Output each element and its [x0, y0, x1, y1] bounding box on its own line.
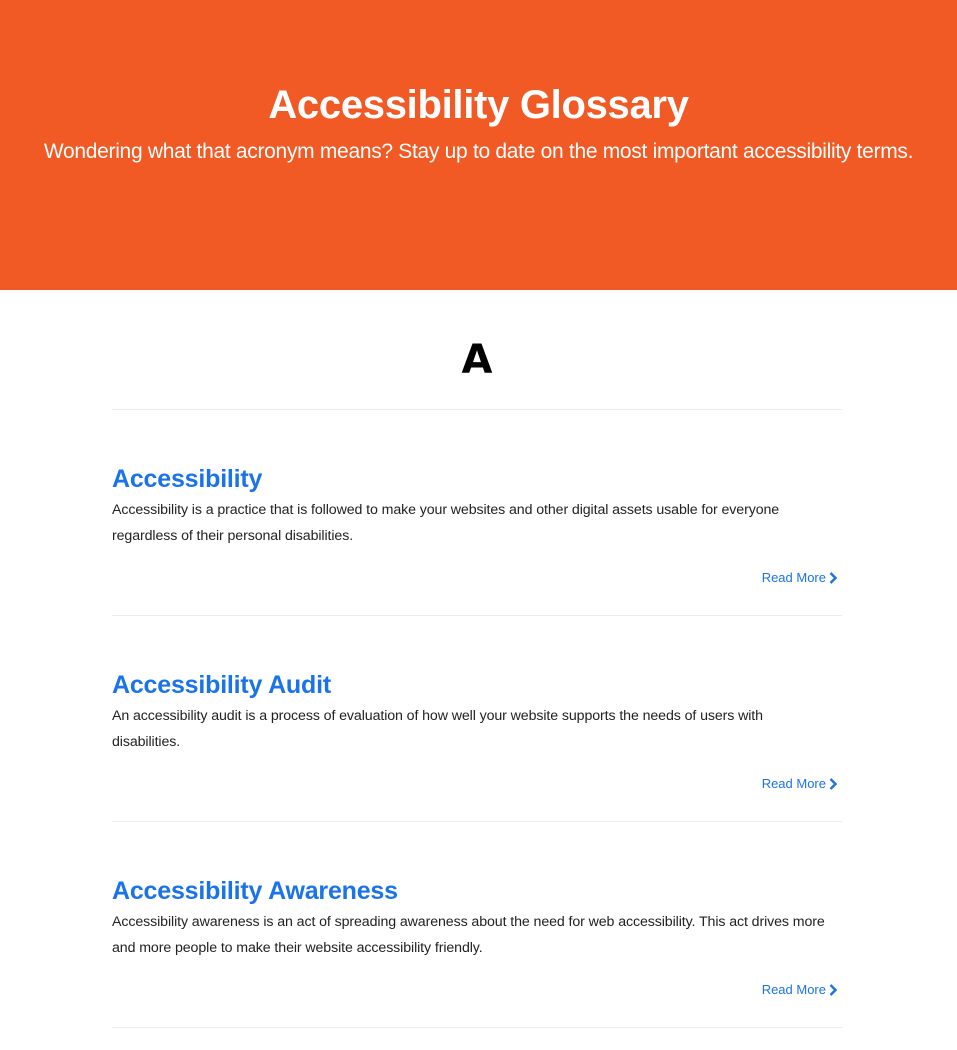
page-subtitle: Wondering what that acronym means? Stay up to date on the most important accessibility terms. — [43, 140, 914, 163]
chevron-right-icon — [829, 572, 837, 584]
entry-description: Accessibility is a practice that is followed to make your websites and other digital assets usable for everyone regardless of their personal disabilities. — [112, 502, 780, 544]
entry-title-link[interactable]: Accessibility Audit — [112, 671, 331, 699]
chevron-right-icon — [829, 984, 837, 996]
read-more-label: Read More — [761, 776, 826, 791]
page-title: Accessibility Glossary — [268, 83, 689, 127]
glossary-entry — [112, 410, 842, 616]
letter-section-heading: A — [112, 290, 842, 410]
read-more-link[interactable] — [762, 774, 837, 794]
read-more-label: Read More — [761, 570, 826, 585]
hero-banner — [0, 0, 957, 290]
read-more-link[interactable] — [762, 568, 837, 588]
entry-description: Accessibility awareness is an act of spreading awareness about the need for web accessibility. This act drives more and more people to make their website accessibility friendly. — [112, 914, 825, 956]
chevron-right-icon — [829, 778, 837, 790]
glossary-entry — [112, 822, 842, 1028]
glossary-entry — [112, 616, 842, 822]
read-more-link[interactable] — [762, 980, 837, 1000]
entry-title-link[interactable]: Accessibility — [112, 465, 263, 493]
read-more-label: Read More — [761, 982, 826, 997]
entry-description: An accessibility audit is a process of evaluation of how well your website supports the needs of users with disabilities. — [112, 708, 763, 750]
entry-title-link[interactable]: Accessibility Awareness — [112, 877, 398, 905]
glossary-content — [112, 290, 842, 1028]
